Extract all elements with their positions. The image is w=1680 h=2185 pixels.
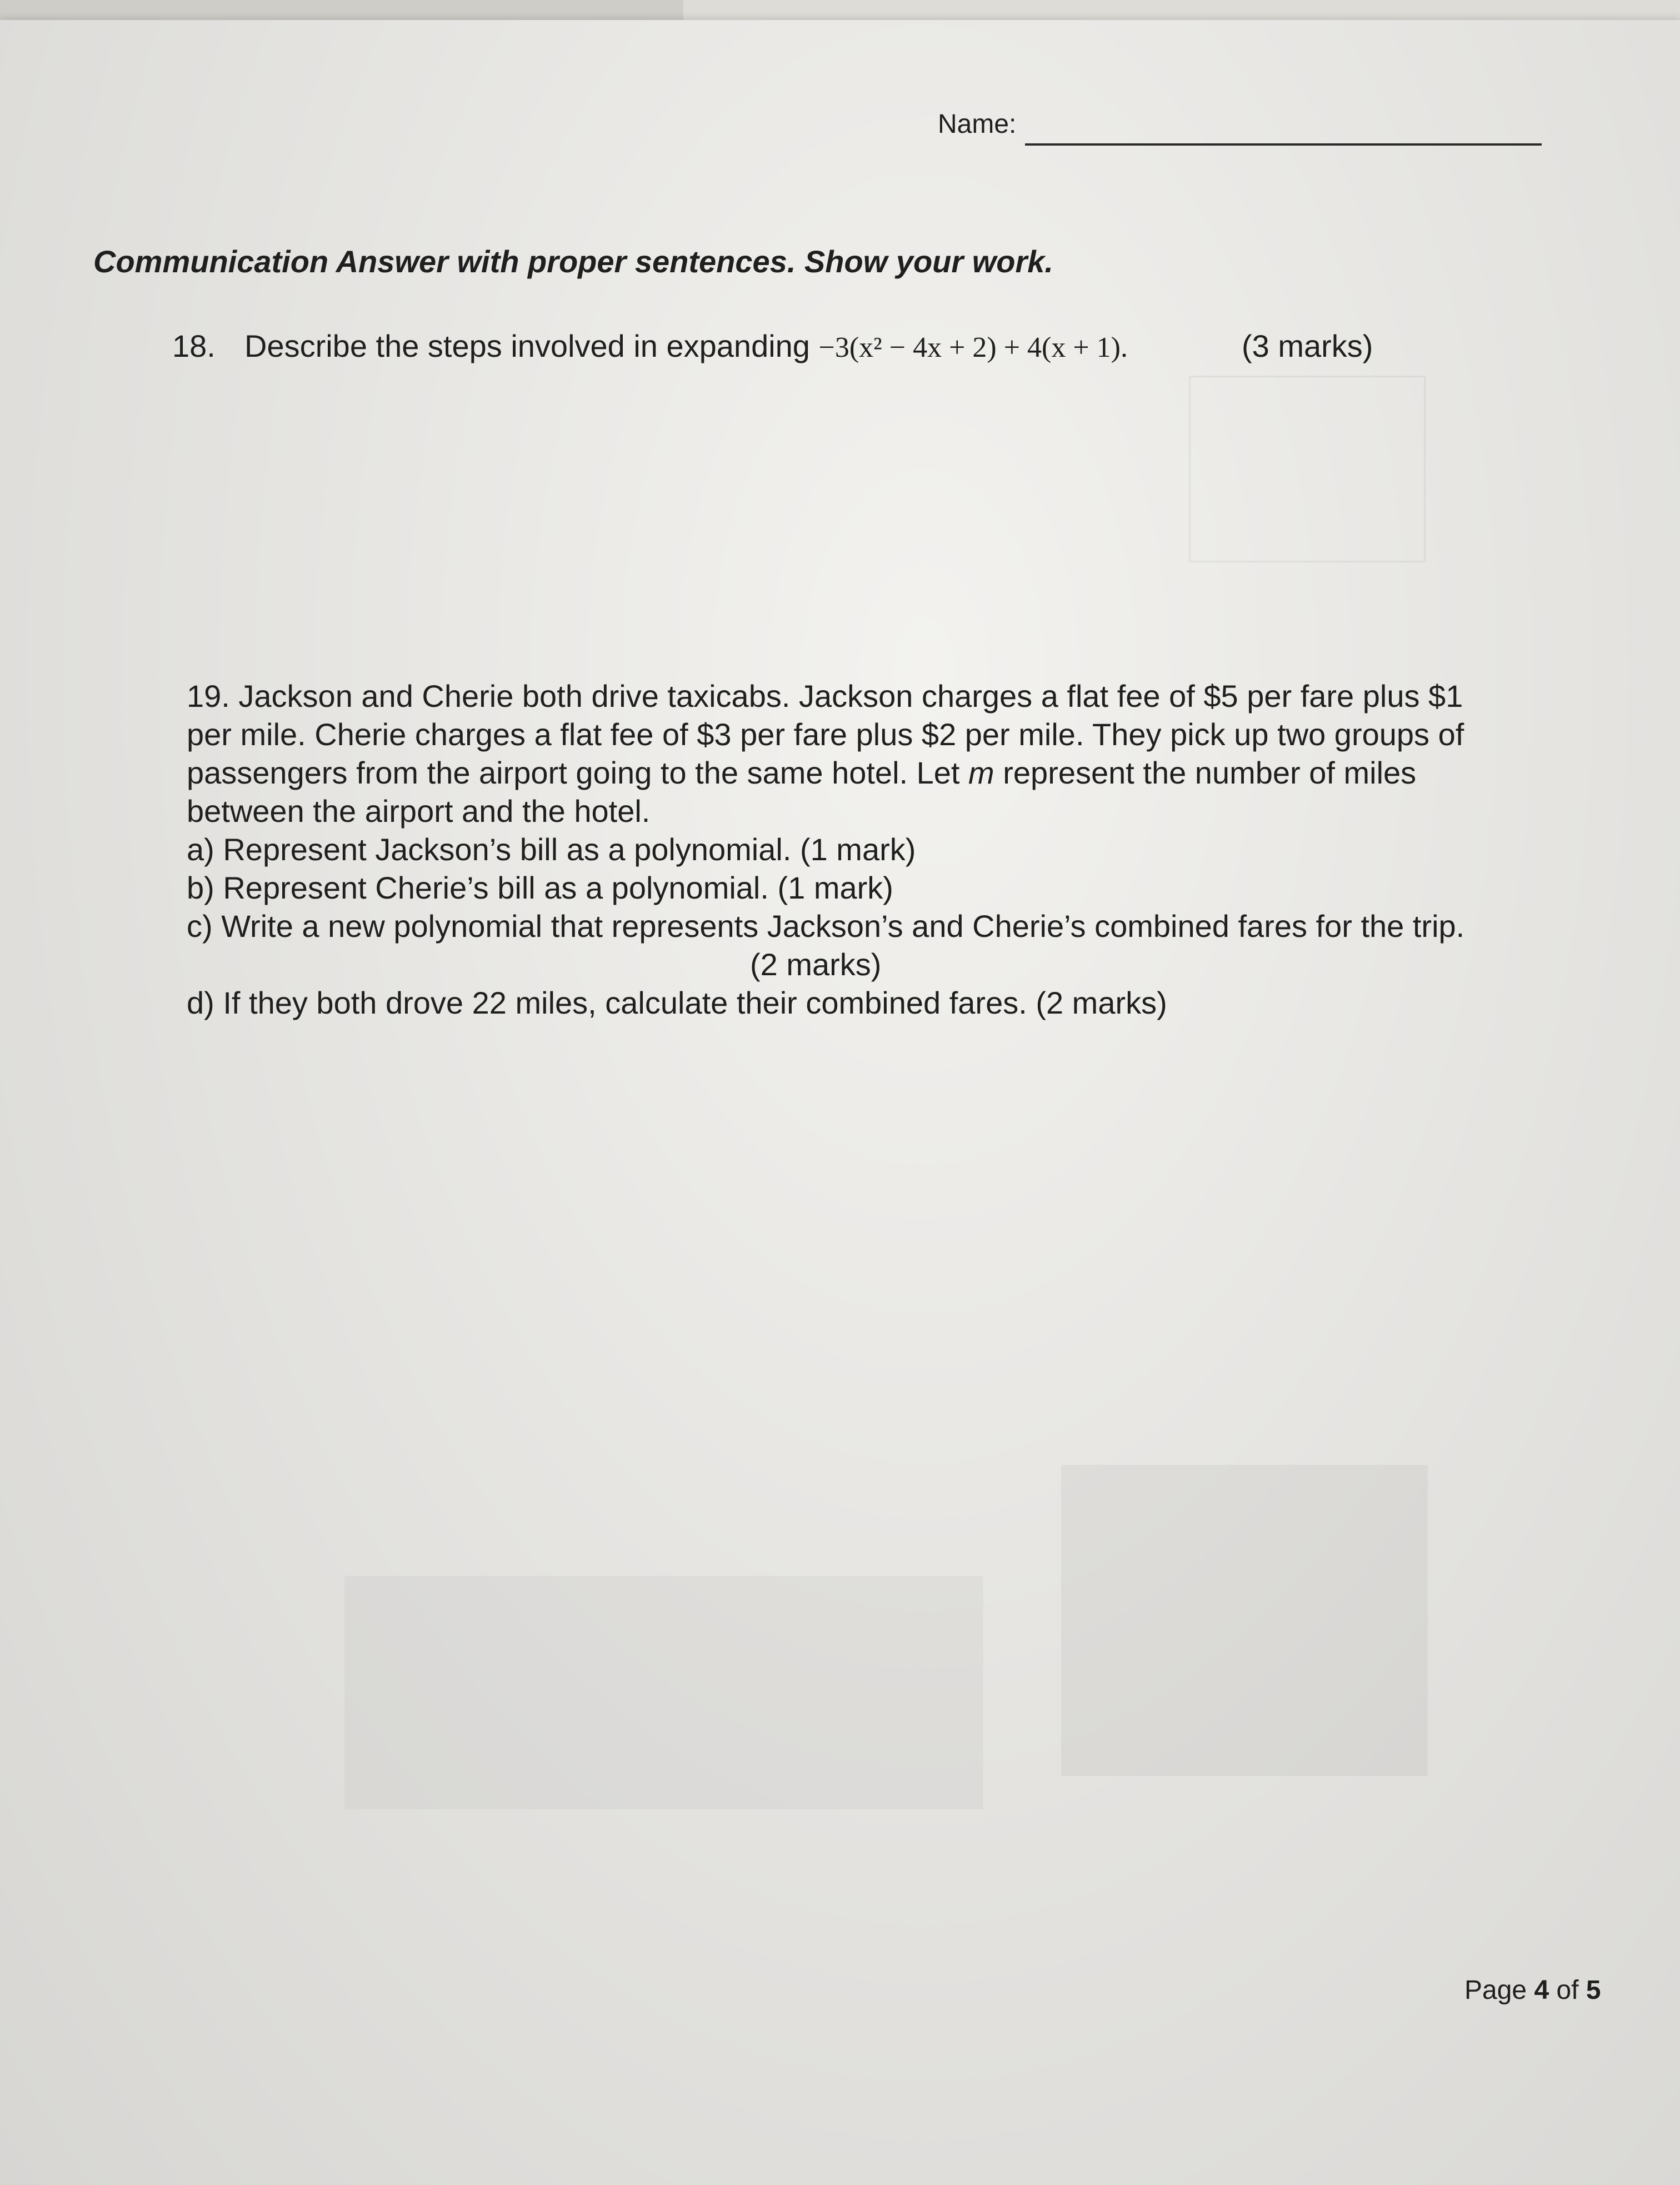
question-19-stem-line-1: 19. Jackson and Cherie both drive taxicabs. Jackson charges a flat fee of $5 per fare plus $1 (187, 679, 1463, 714)
question-19-part-b: b) Represent Cherie’s bill as a polynomial. (1 mark) (187, 870, 893, 905)
page-prefix: Page (1464, 1976, 1527, 2005)
bleed-through-box (1189, 376, 1426, 562)
page-of: of (1556, 1976, 1579, 2005)
section-heading: Communication Answer with proper sentences. Show your work. (93, 244, 1053, 279)
question-18-marks: (3 marks) (1242, 328, 1373, 363)
question-19-part-c: c) Write a new polynomial that represents Jackson’s and Cherie’s combined fares for the trip. (187, 909, 1465, 944)
question-18-prompt: Describe the steps involved in expanding (244, 328, 810, 363)
question-19-stem-line-4: between the airport and the hotel. (187, 794, 651, 829)
question-19-stem-line-3-tail: represent the number of miles (1003, 755, 1417, 790)
variable-m: m (968, 755, 994, 790)
question-19-stem-line-2: per mile. Cherie charges a flat fee of $3 per fare plus $2 per mile. They pick up two groups of (187, 717, 1464, 752)
question-19-part-c-marks: (2 marks) (750, 947, 882, 982)
bleed-through-shadow (344, 1576, 983, 1809)
question-19 (187, 677, 1564, 1022)
page-total: 5 (1586, 1976, 1601, 2005)
page-current: 4 (1534, 1976, 1549, 2005)
background-sheet-edge (683, 0, 1680, 22)
question-19-stem-line-3 (187, 754, 1564, 792)
name-label: Name: (938, 109, 1017, 139)
question-19-stem-line-3-text: passengers from the airport going to the same hotel. Let (187, 755, 960, 790)
question-18-number: 18. (172, 328, 216, 363)
question-18-expression: −3(x² − 4x + 2) + 4(x + 1). (818, 332, 1128, 363)
question-19-part-a: a) Represent Jackson’s bill as a polynomial. (1 mark) (187, 832, 916, 867)
name-line[interactable] (1025, 143, 1542, 146)
question-19-part-d: d) If they both drove 22 miles, calculate their combined fares. (2 marks) (187, 985, 1167, 1020)
page-number (1464, 1975, 1601, 2006)
bleed-through-block (1061, 1465, 1428, 1776)
question-18 (172, 328, 1373, 364)
